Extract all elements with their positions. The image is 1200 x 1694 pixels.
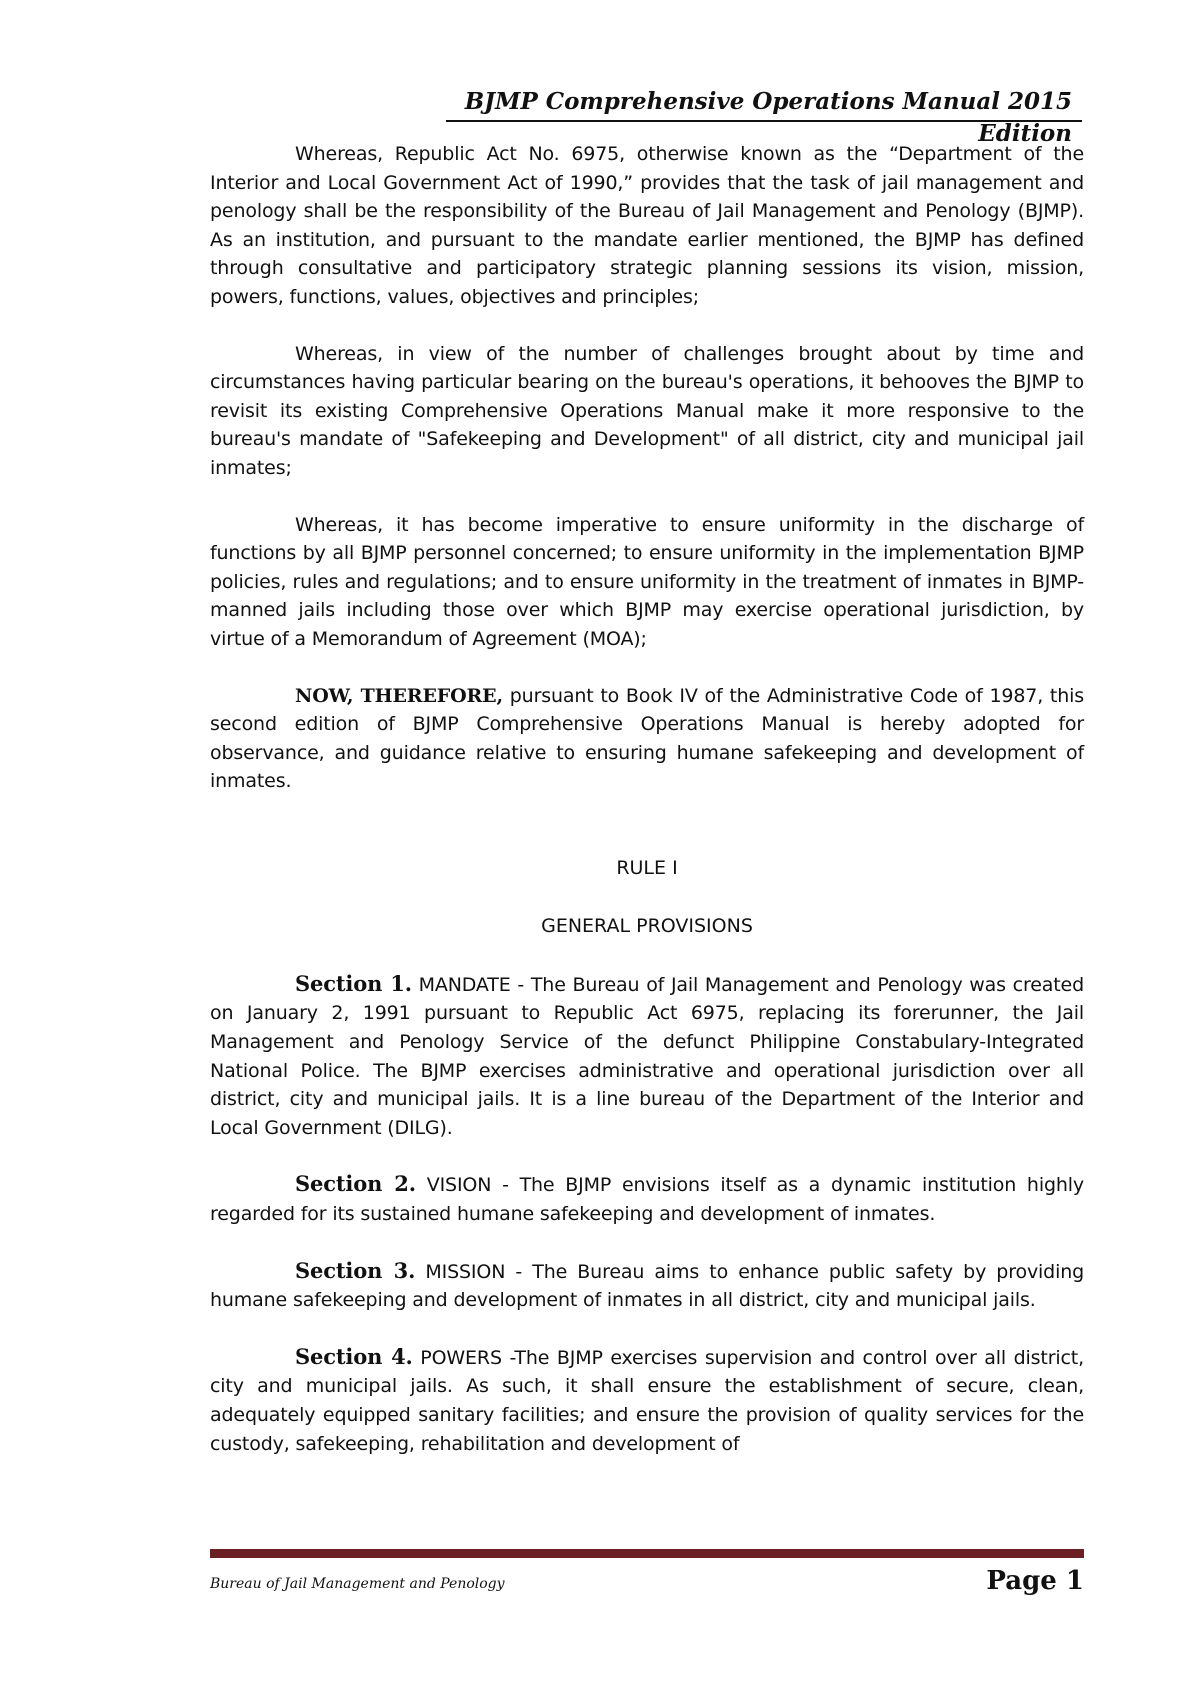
section-mission (210, 1257, 1084, 1315)
paragraph-lead: NOW, THEREFORE, (295, 684, 503, 707)
paragraph-text: Whereas, it has become imperative to ensure uniformity in the discharge of functions by all BJMP personnel concerned; to ensure uniformity in the implementation BJMP policies, rules and regulations; and to ensure uniformity in the treatment of inmates in BJMP-manned jails including those over which BJMP may exercise operational jurisdiction, by virtue of a Memorandum of Agreement (MOA); (210, 513, 1084, 650)
section-vision (210, 1170, 1084, 1228)
section-title: VISION (415, 1174, 492, 1197)
page-number: Page 1 (986, 1566, 1084, 1596)
section-title: MISSION (415, 1260, 506, 1283)
footer-divider (210, 1549, 1084, 1558)
paragraph-text: pursuant to Book IV of the Administrative Code of 1987, this second edition of BJMP Comprehensive Operations Manual is hereby adopted for observance, and guidance relative to ensuring humane safekeeping and development of inmates. (210, 684, 1084, 793)
whereas-paragraph-1 (210, 140, 1084, 312)
footer-organization: Bureau of Jail Management and Penology (210, 1576, 505, 1592)
section-text: - The Bureau aims to enhance public safety by providing humane safekeeping and development of inmates in all district, city and municipal jails. (210, 1260, 1085, 1312)
whereas-paragraph-2 (210, 340, 1084, 483)
rule-number: RULE I (616, 856, 678, 879)
paragraph-text: Whereas, Republic Act No. 6975, otherwise known as the “Department of the Interior and Local Government Act of 1990,” provides that the task of jail management and penology shall be the responsibility of the Bureau of Jail Management and Penology (BJMP). As an institution, and pursuant to the mandate earlier mentioned, the BJMP has defined through consultative and participatory strategic planning sessions its vision, mission, powers, functions, values, objectives and principles; (210, 143, 1084, 308)
running-header-title: BJMP Comprehensive Operations Manual 2015 Edition (446, 86, 1082, 122)
page-body (210, 140, 1084, 1486)
rule-title: GENERAL PROVISIONS (541, 914, 753, 937)
whereas-paragraph-3 (210, 511, 1084, 654)
section-number: Section 3. (295, 1257, 416, 1283)
section-number: Section 4. (295, 1343, 413, 1369)
section-title: MANDATE (411, 973, 511, 996)
now-therefore-paragraph (210, 682, 1084, 796)
section-number: Section 2. (295, 1171, 416, 1197)
section-powers (210, 1343, 1084, 1458)
section-mandate (210, 970, 1084, 1143)
section-text: - The BJMP envisions itself as a dynamic institution highly regarded for its sustained humane safekeeping and development of inmates. (210, 1174, 1084, 1226)
section-text: - The Bureau of Jail Management and Penology was created on January 2, 1991 pursuant to Republic Act 6975, replacing its forerunner, the Jail Management and Penology Service of the defunct Philippine Constabulary-Integrated National Police. The BJMP exercises administrative and operational jurisdiction over all district, city and municipal jails. It is a line bureau of the Department of the Interior and Local Government (DILG). (210, 973, 1085, 1139)
section-text: -The BJMP exercises supervision and control over all district, city and municipal jails. As such, it shall ensure the establishment of secure, clean, adequately equipped sanitary facilities; and ensure the provision of quality services for the custody, safekeeping, rehabilitation and development of (210, 1346, 1084, 1455)
section-title: POWERS (412, 1346, 502, 1369)
paragraph-text: Whereas, in view of the number of challenges brought about by time and circumstances having particular bearing on the bureau's operations, it behooves the BJMP to revisit its existing Comprehensive Operations Manual make it more responsive to the bureau's mandate of "Safekeeping and Development" of all district, city and municipal jail inmates; (210, 342, 1084, 479)
section-number: Section 1. (295, 970, 412, 996)
